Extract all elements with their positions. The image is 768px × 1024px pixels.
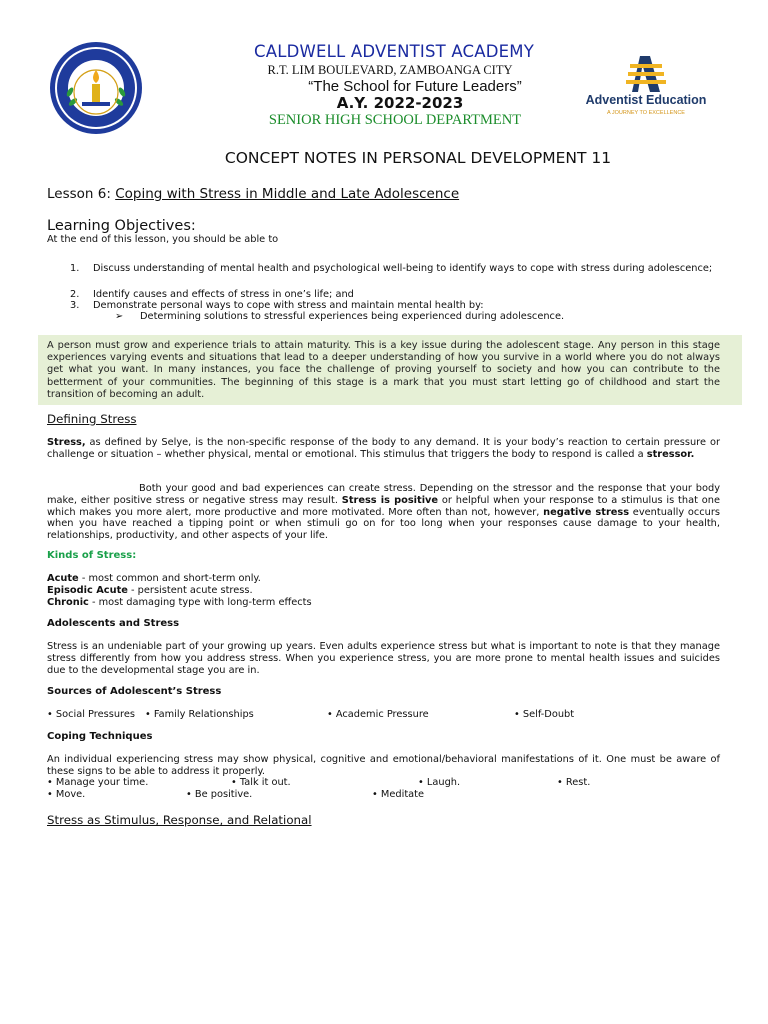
coping-heading: Coping Techniques	[47, 731, 153, 742]
stimulus-response-heading: Stress as Stimulus, Response, and Relational	[47, 813, 312, 827]
coping-item: • Rest.	[557, 777, 591, 788]
sources-heading: Sources of Adolescent’s Stress	[47, 686, 222, 697]
ae-logo-tagline: A JOURNEY TO EXCELLENCE	[607, 110, 685, 116]
kinds-of-stress-heading: Kinds of Stress:	[47, 550, 137, 561]
school-name: CALDWELL ADVENTIST ACADEMY	[253, 42, 535, 61]
positive-negative-stress-paragraph: Both your good and bad experiences can create stress. Depending on the stressor and the response that your body make, either positive stress or negative stress may result. Stress is positive or helpful when your response to a stimulus is that one which makes you more alert, more productive and more motivated. More often than not, however, negative stress eventually occurs when you have reached a tipping point or when stimuli go on for too long when your responses cause damage to your health, relationships, productivity, and other aspects of your life.	[47, 483, 720, 542]
coping-item: • Laugh.	[418, 777, 461, 788]
ae-logo-title: Adventist Education	[585, 93, 707, 107]
page-title: CONCEPT NOTES IN PERSONAL DEVELOPMENT 11	[224, 149, 612, 167]
kind-item: Acute - most common and short-term only.	[47, 573, 261, 584]
school-motto: “The School for Future Leaders”	[308, 78, 522, 95]
objectives-intro: At the end of this lesson, you should be able to	[47, 234, 279, 245]
department-name: SENIOR HIGH SCHOOL DEPARTMENT	[268, 112, 522, 128]
coping-item: • Be positive.	[186, 789, 253, 800]
objectives-heading: Learning Objectives:	[47, 218, 196, 234]
source-item: • Academic Pressure	[327, 709, 429, 720]
lesson-name: Coping with Stress in Middle and Late Adolescence	[115, 186, 460, 202]
kind-item: Chronic - most damaging type with long-term effects	[47, 597, 312, 608]
intro-paragraph: A person must grow and experience trials to attain maturity. This is a key issue during the adolescent stage. Any person in this stage experiences varying events and situations that lead to a deeper understanding of how you survive in a world where you do not always get what you want. In many instances, you face the challenge of proving yourself to society and how you can contribute to the betterment of your communities. The beginning of this stage is a mark that you must start letting go of childhood and start the transition of becoming an adult.	[47, 340, 720, 400]
kind-item: Episodic Acute - persistent acute stress.	[47, 585, 253, 596]
coping-item: • Meditate	[372, 789, 425, 800]
source-item: • Social Pressures	[47, 709, 135, 720]
defining-stress-heading: Defining Stress	[47, 412, 137, 426]
coping-item: • Move.	[47, 789, 86, 800]
source-item: • Family Relationships	[145, 709, 254, 720]
lesson-title: Lesson 6: Coping with Stress in Middle and Late Adolescence	[47, 186, 460, 202]
academic-year: A.Y. 2022-2023	[336, 94, 464, 112]
adolescents-paragraph: Stress is an undeniable part of your growing up years. Even adults experience stress but what is important to note is that they manage stress differently from how you address stress. When you experience stress, you are more prone to mental health issues and suicides due to the developmental stage you are in.	[47, 641, 720, 676]
school-address: R.T. LIM BOULEVARD, ZAMBOANGA CITY	[267, 63, 513, 77]
coping-item: • Talk it out.	[231, 777, 291, 788]
objective-sub-item: Determining solutions to stressful experiences being experienced during adolescence.	[140, 311, 565, 322]
objective-item: 3. Demonstrate personal ways to cope with stress and maintain mental health by:	[70, 300, 484, 311]
objective-item: 2. Identify causes and effects of stress in one’s life; and	[70, 289, 354, 300]
objective-item: 1. Discuss understanding of mental health and psychological well-being to identify ways to cope with stress during adolescence;	[70, 263, 713, 274]
coping-item: • Manage your time.	[47, 777, 149, 788]
stress-definition-paragraph: Stress, as defined by Selye, is the non-specific response of the body to any demand. It is your body’s reaction to certain pressure or challenge or situation – whether physical, mental or emotional. This stimulus that triggers the body to respond is called a stressor.	[47, 437, 720, 460]
adolescents-heading: Adolescents and Stress	[47, 618, 180, 629]
arrow-bullet-icon: ➢	[115, 311, 124, 322]
coping-paragraph: An individual experiencing stress may show physical, cognitive and emotional/behavioral manifestations of it. One must be aware of these signs to be able to address it properly.	[47, 754, 720, 777]
source-item: • Self-Doubt	[514, 709, 575, 720]
